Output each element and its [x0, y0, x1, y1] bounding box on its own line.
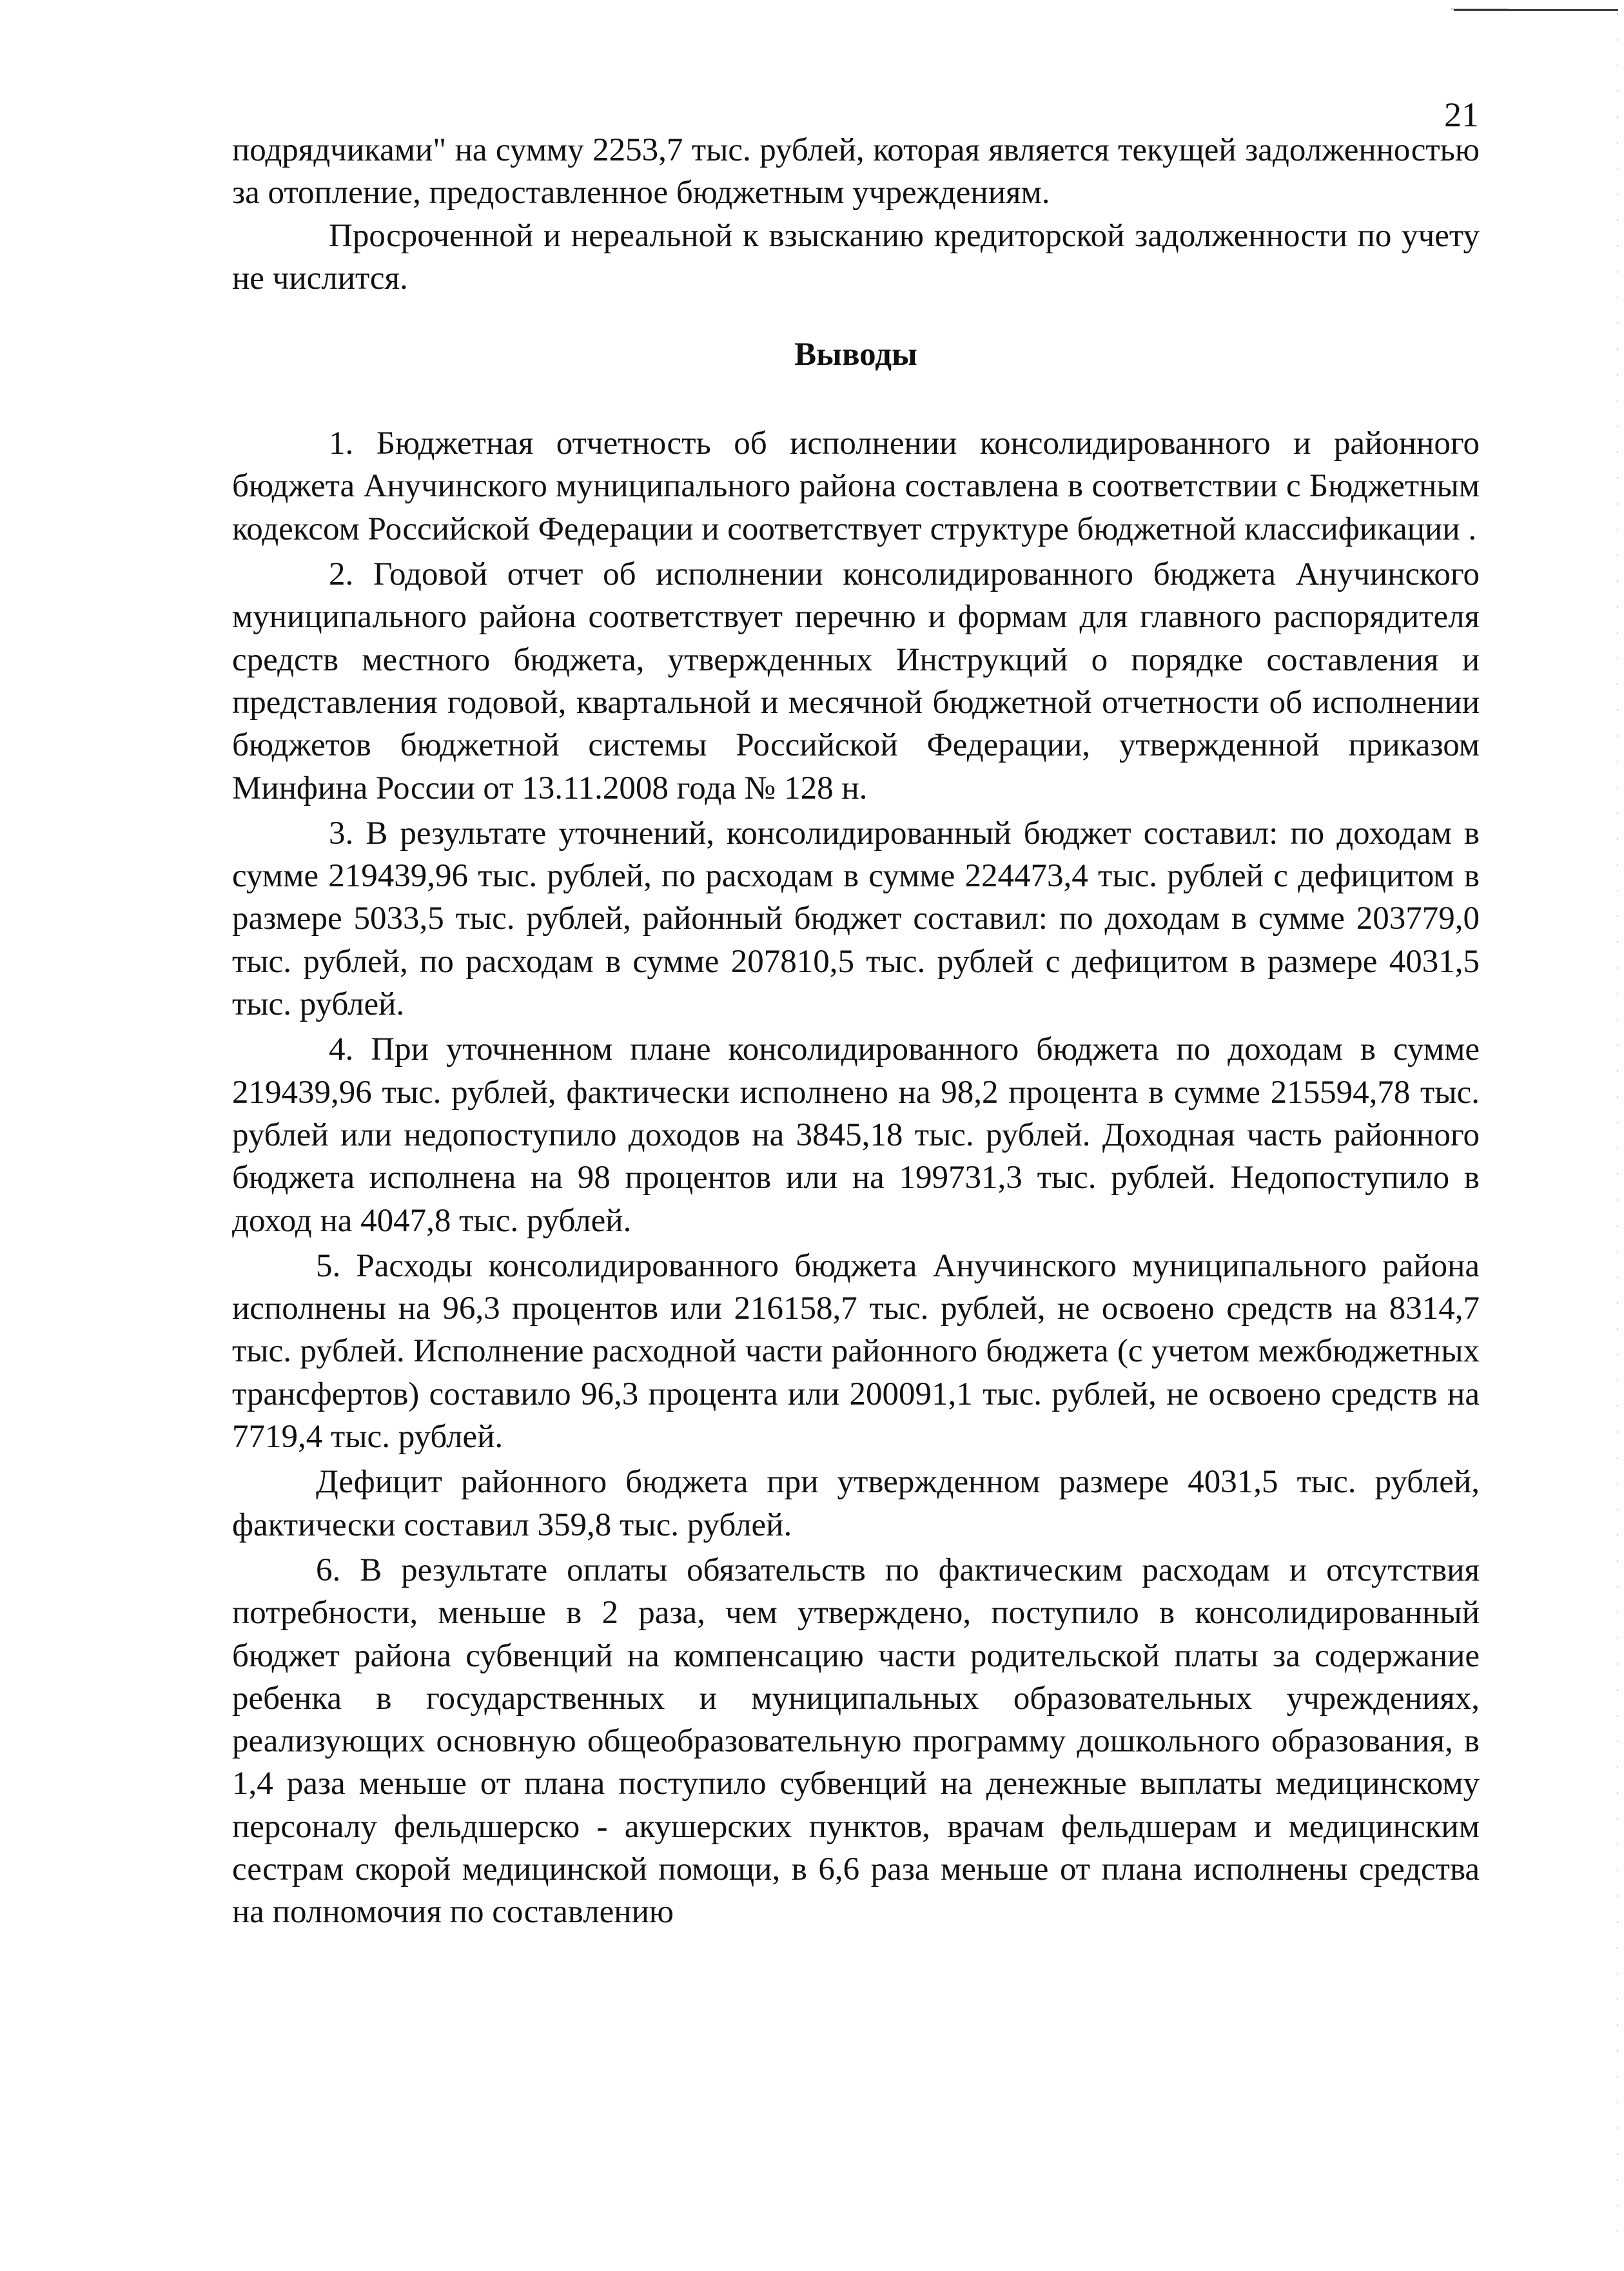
paragraph-no-overdue-debt: Просроченной и нереальной к взысканию кредиторской задолженности по учету не числится. [232, 217, 1480, 297]
conclusion-item-2: 2. Годовой отчет об исполнении консолидированного бюджета Анучинского муниципального района соответствует перечню и формам для главного распорядителя средств местного бюджета, утвержденных Инструкций о порядке составления и представления годовой, квартальной и месячной бюджетной отчетности об исполнении бюджетов бюджетной системы Российской Федерации, утвержденной приказом Минфина России от 13.11.2008 года № 128 н. [232, 556, 1480, 806]
scan-artifact-line [1454, 9, 1618, 11]
conclusion-item-4: 4. При уточненном плане консолидированного бюджета по доходам в сумме 219439,96 тыс. рублей, фактически исполнено на 98,2 процента в сумме 215594,78 тыс. рублей или недопоступило доходов на 3845,18 тыс. рублей. Доходная часть районного бюджета исполнена на 98 процентов или на 199731,3 тыс. рублей. Недопоступило в доход на 4047,8 тыс. рублей. [232, 1031, 1480, 1239]
paragraph-deficit: Дефицит районного бюджета при утвержденном размере 4031,5 тыс. рублей, фактически составил 359,8 тыс. рублей. [232, 1464, 1480, 1543]
paragraph-continuation: подрядчиками" на сумму 2253,7 тыс. рублей, которая является текущей задолженностью за отопление, предоставленное бюджетным учреждениям. [232, 132, 1480, 211]
section-heading-conclusions: Выводы [794, 336, 917, 373]
page-number: 21 [1444, 95, 1479, 134]
scan-artifact-edge [1617, 13, 1618, 2256]
conclusion-item-6: 6. В результате оплаты обязательств по фактическим расходам и отсутствия потребности, меньше в 2 раза, чем утверждено, поступило в консолидированный бюджет района субвенций на компенсацию части родительской платы за содержание ребенка в государственных и муниципальных образовательных учреждениях, реализующих основную общеобразовательную программу дошкольного образования, в 1,4 раза меньше от плана поступило субвенций на денежные выплаты медицинскому персоналу фельдшерско - акушерских пунктов, врачам фельдшерам и медицинским сестрам скорой медицинской помощи, в 6,6 раза меньше от плана исполнены средства на полномочия по составлению [232, 1552, 1480, 1931]
conclusion-item-5: 5. Расходы консолидированного бюджета Анучинского муниципального района исполнены на 96,3 процентов или 216158,7 тыс. рублей, не освоено средств на 8314,7 тыс. рублей. Исполнение расходной части районного бюджета (с учетом межбюджетных трансфертов) составило 96,3 процента или 200091,1 тыс. рублей, не освоено средств на 7719,4 тыс. рублей. [232, 1247, 1480, 1456]
document-body [232, 129, 1480, 1934]
conclusion-item-1: 1. Бюджетная отчетность об исполнении консолидированного и районного бюджета Анучинского муниципального района составлена в соответствии с Бюджетным кодексом Российской Федерации и соответствует структуре бюджетной классификации . [232, 425, 1480, 547]
conclusion-item-3: 3. В результате уточнений, консолидированный бюджет составил: по доходам в сумме 219439,96 тыс. рублей, по расходам в сумме 224473,4 тыс. рублей с дефицитом в размере 5033,5 тыс. рублей, районный бюджет составил: по доходам в сумме 203779,0 тыс. рублей, по расходам в сумме 207810,5 тыс. рублей с дефицитом в размере 4031,5 тыс. рублей. [232, 815, 1480, 1023]
